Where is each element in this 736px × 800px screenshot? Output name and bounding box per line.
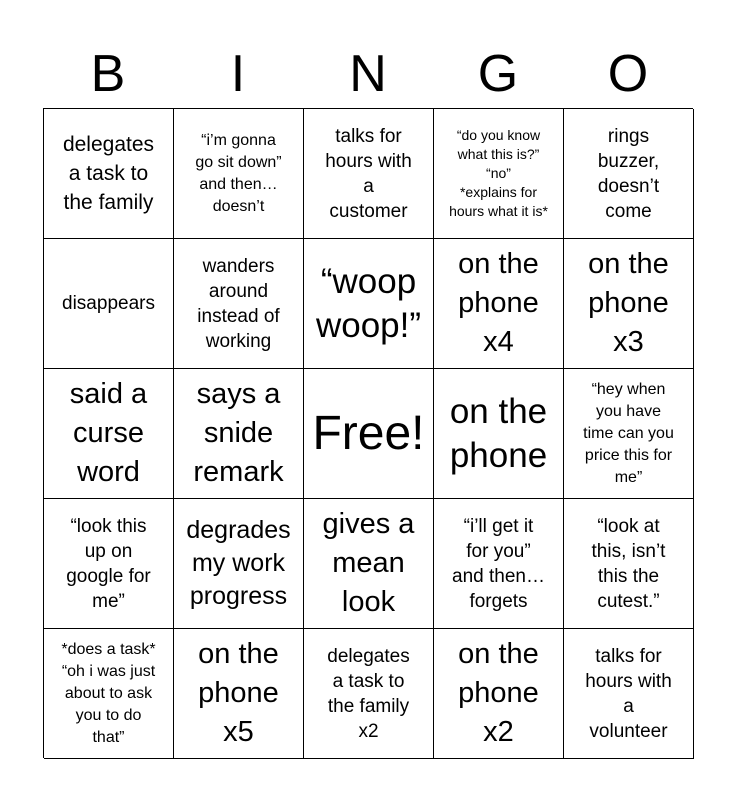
cell-text: delegates a task to the family x2 bbox=[327, 645, 410, 742]
bingo-cell[interactable] bbox=[434, 499, 564, 629]
bingo-grid bbox=[43, 108, 693, 758]
bingo-cell[interactable] bbox=[434, 239, 564, 369]
bingo-cell[interactable] bbox=[304, 629, 434, 759]
cell-text: delegates a task to the family bbox=[62, 133, 155, 214]
header-letter-i: I bbox=[230, 45, 246, 103]
bingo-cell[interactable] bbox=[174, 499, 304, 629]
bingo-cell[interactable] bbox=[44, 369, 174, 499]
cell-text: says a snide remark bbox=[193, 378, 284, 488]
bingo-cell[interactable] bbox=[564, 239, 694, 369]
bingo-cell[interactable] bbox=[44, 499, 174, 629]
cell-text: on the phone x4 bbox=[458, 248, 539, 358]
free-space-cell[interactable] bbox=[304, 369, 434, 499]
header-letter-n: N bbox=[349, 45, 387, 103]
bingo-cell[interactable] bbox=[564, 109, 694, 239]
bingo-cell[interactable] bbox=[564, 369, 694, 499]
cell-text: “woop woop!” bbox=[315, 261, 422, 345]
cell-text: wanders around instead of working bbox=[197, 255, 280, 352]
cell-text: on the phone x3 bbox=[588, 248, 669, 358]
bingo-cell[interactable] bbox=[564, 499, 694, 629]
cell-text: degrades my work progress bbox=[186, 516, 291, 610]
cell-text: on the phone x5 bbox=[198, 638, 279, 748]
cell-text: disappears bbox=[62, 293, 155, 314]
cell-text: on the phone bbox=[449, 391, 548, 475]
cell-text: talks for hours with a volunteer bbox=[585, 645, 672, 742]
bingo-cell[interactable] bbox=[434, 369, 564, 499]
cell-text: talks for hours with a customer bbox=[325, 125, 412, 222]
bingo-cell[interactable] bbox=[174, 369, 304, 499]
header-letter-g: G bbox=[477, 45, 519, 103]
bingo-cell[interactable] bbox=[174, 629, 304, 759]
cell-text: said a curse word bbox=[69, 378, 148, 488]
cell-text: “do you know what this is?” “no” *explains for hours what it is* bbox=[449, 127, 548, 219]
free-space-text: Free! bbox=[312, 406, 425, 460]
bingo-cell[interactable] bbox=[44, 239, 174, 369]
cell-text: “look this up on google for me” bbox=[66, 515, 151, 612]
bingo-cell[interactable] bbox=[434, 109, 564, 239]
bingo-header bbox=[43, 40, 693, 108]
cell-text: on the phone x2 bbox=[458, 638, 539, 748]
cell-text: “look at this, isn’t this the cutest.” bbox=[591, 515, 666, 612]
bingo-cell[interactable] bbox=[44, 629, 174, 759]
bingo-cell[interactable] bbox=[174, 109, 304, 239]
header-letter-o: O bbox=[607, 45, 649, 103]
cell-text: *does a task* “oh i was just about to ask you to do that” bbox=[61, 640, 156, 746]
cell-text: gives a mean look bbox=[322, 508, 415, 618]
header-letter-b: B bbox=[90, 45, 126, 103]
bingo-cell[interactable] bbox=[304, 499, 434, 629]
cell-text: rings buzzer, doesn’t come bbox=[597, 125, 660, 222]
cell-text: “i’ll get it for you” and then… forgets bbox=[452, 515, 545, 612]
bingo-cell[interactable] bbox=[434, 629, 564, 759]
bingo-cell[interactable] bbox=[174, 239, 304, 369]
bingo-cell[interactable] bbox=[564, 629, 694, 759]
cell-text: “i’m gonna go sit down” and then… doesn’t bbox=[195, 131, 282, 215]
bingo-cell[interactable] bbox=[304, 239, 434, 369]
bingo-cell[interactable] bbox=[304, 109, 434, 239]
bingo-cell[interactable] bbox=[44, 109, 174, 239]
cell-text: “hey when you have time can you price this for me” bbox=[583, 380, 674, 486]
